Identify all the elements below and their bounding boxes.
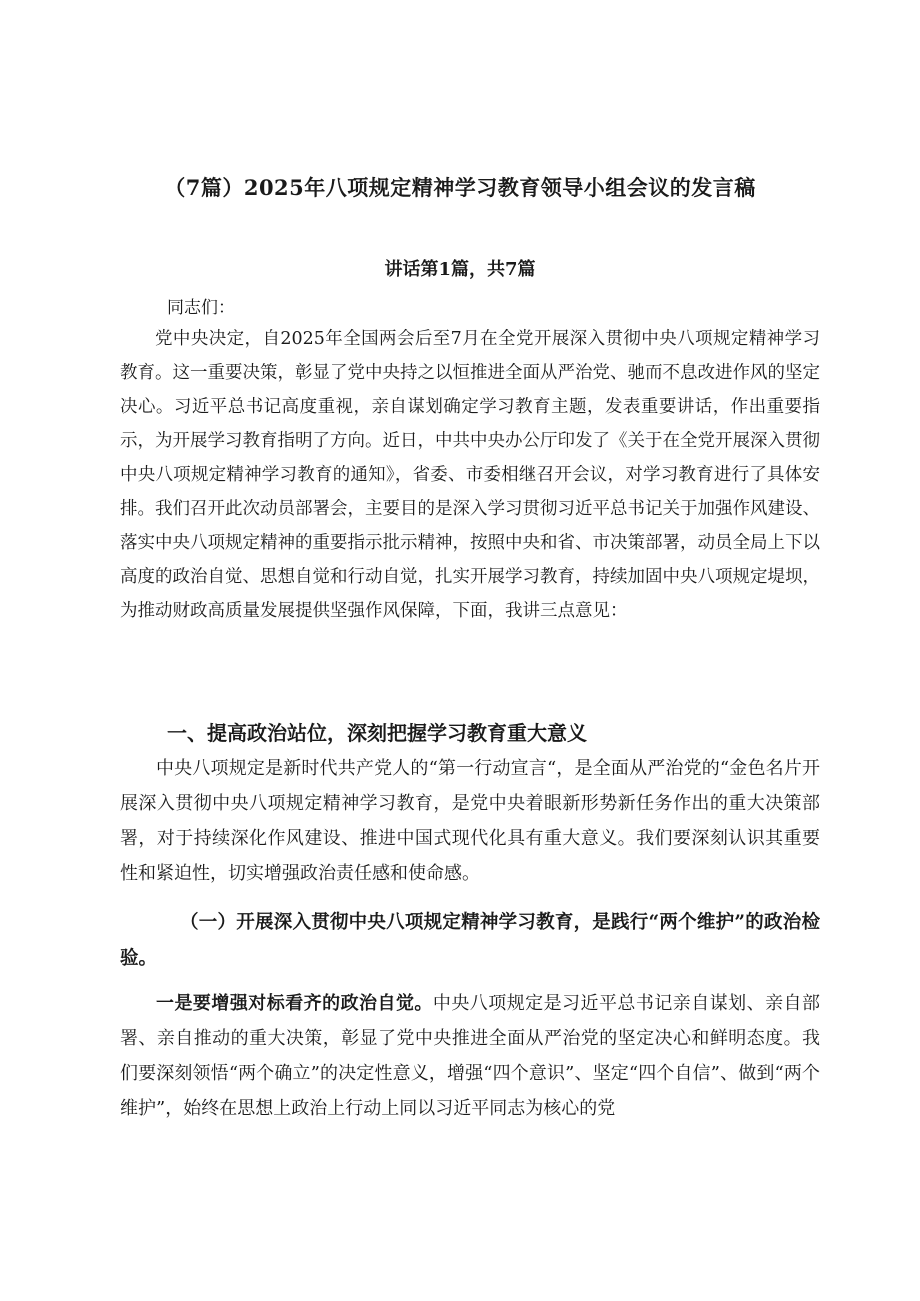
point-body-text: 中央八项规定是习近平总书记亲自谋划、亲自部署、亲自推动的重大决策，彰显了党中央推进全面从严治党的坚定决心和鲜明态度。我们要深刻领悟“两个确立”的决定性意义，增强“四个意识”、坚定“四个自信”、做到“两个维护”，始终在思想上政治上行动上同以习近平同志为核心的党 — [120, 993, 821, 1119]
paragraph-intro: 党中央决定，自2025年全国两会后至7月在全党开展深入贯彻中央八项规定精神学习教育。这一重要决策，彰显了党中央持之以恒推进全面从严治党、驰而不息改进作风的坚定决心。习近平总书记高度重视，亲自谋划确定学习教育主题，发表重要讲话，作出重要指示，为开展学习教育指明了方向。近日，中共中央办公厅印发了《关于在全党开展深入贯彻中央八项规定精神学习教育的通知》，省委、市委相继召开会议，对学习教育进行了具体安排。我们召开此次动员部署会，主要目的是深入学习贯彻习近平总书记关于加强作风建设、落实中央八项规定精神的重要指示批示精神，按照中央和省、市决策部署，动员全局上下以高度的政治自觉、思想自觉和行动自觉，扎实开展学习教育，持续加固中央八项规定堤坝，为推动财政高质量发展提供坚强作风保障，下面，我讲三点意见： — [120, 329, 820, 621]
point-lead-text: 一是要增强对标看齐的政治自觉。 — [156, 993, 433, 1014]
subsection-heading-1: （一）开展深入贯彻中央八项规定精神学习教育，是践行“两个维护”的政治检验。 — [120, 912, 820, 969]
salutation: 同志们： — [167, 298, 235, 318]
paragraph-point-1 — [120, 986, 820, 1126]
document-title: （7篇）2025年八项规定精神学习教育领导小组会议的发言稿 — [164, 175, 756, 200]
paragraph-section-1: 中央八项规定是新时代共产党人的“第一行动宣言“，是全面从严治党的“金色名片开展深入贯彻中央八项规定精神学习教育，是党中央着眼新形势新任务作出的重大决策部署，对于持续深化作风建设、推进中国式现代化具有重大意义。我们要深刻认识其重要性和紧迫性，切实增强政治责任感和使命感。 — [120, 758, 820, 884]
document-subtitle: 讲话第1篇，共7篇 — [384, 259, 536, 280]
section-heading-1: 一、提高政治站位，深刻把握学习教育重大意义 — [167, 721, 587, 745]
